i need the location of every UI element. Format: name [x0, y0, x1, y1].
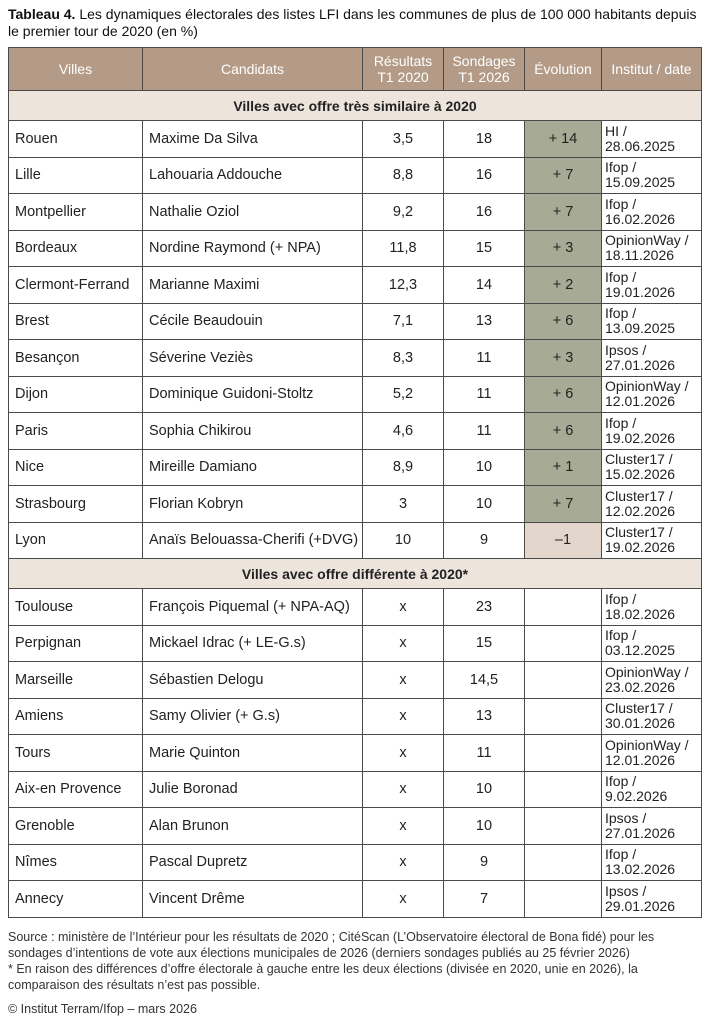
candidate-cell: Maxime Da Silva [143, 121, 363, 158]
institute-date-cell [602, 522, 702, 559]
table-header-row [9, 48, 702, 91]
table-footnotes [8, 929, 704, 993]
evolution-cell: + 7 [525, 486, 602, 523]
table-body [9, 91, 702, 918]
poll-2026-cell: 10 [444, 771, 525, 808]
institute-date-cell [602, 376, 702, 413]
institute-name: OpinionWay / [605, 378, 689, 395]
city-cell: Dijon [9, 376, 143, 413]
result-2020-cell: 7,1 [363, 303, 444, 340]
candidate-cell: Marie Quinton [143, 735, 363, 772]
table-row [9, 194, 702, 231]
poll-date: 19.02.2026 [605, 539, 676, 556]
table-row [9, 881, 702, 918]
candidate-cell: Lahouaria Addouche [143, 157, 363, 194]
institute-date-cell [602, 157, 702, 194]
institute-date-cell [602, 735, 702, 772]
result-2020-cell: x [363, 771, 444, 808]
table-title-label: Tableau 4. [8, 6, 76, 22]
poll-date: 29.01.2026 [605, 897, 676, 914]
evolution-cell: –1 [525, 522, 602, 559]
poll-date: 30.01.2026 [605, 715, 676, 732]
institute-date-cell [602, 662, 702, 699]
poll-date: 03.12.2025 [605, 642, 676, 659]
poll-2026-cell: 16 [444, 194, 525, 231]
results-table [8, 47, 702, 918]
poll-2026-cell: 13 [444, 303, 525, 340]
city-cell: Marseille [9, 662, 143, 699]
candidate-cell: Nordine Raymond (+ NPA) [143, 230, 363, 267]
candidate-cell: Pascal Dupretz [143, 844, 363, 881]
institute-name: Ifop / [605, 305, 637, 322]
table-title [8, 6, 702, 40]
city-cell: Amiens [9, 698, 143, 735]
evolution-cell: + 6 [525, 413, 602, 450]
table-row [9, 303, 702, 340]
institute-date-cell [602, 698, 702, 735]
city-cell: Tours [9, 735, 143, 772]
evolution-cell [525, 589, 602, 626]
candidate-cell: Mireille Damiano [143, 449, 363, 486]
result-2020-cell: x [363, 589, 444, 626]
city-cell: Bordeaux [9, 230, 143, 267]
evolution-cell [525, 771, 602, 808]
table-row [9, 449, 702, 486]
poll-2026-cell: 18 [444, 121, 525, 158]
poll-2026-cell: 11 [444, 413, 525, 450]
table-title-text: Les dynamiques électorales des listes LFI dans les communes de plus de 100 000 habitants depuis le premier tour de 2020 (en %) [8, 6, 697, 39]
institute-date-cell [602, 303, 702, 340]
table-row [9, 522, 702, 559]
evolution-cell [525, 662, 602, 699]
poll-date: 28.06.2025 [605, 137, 676, 154]
table-row [9, 340, 702, 377]
result-2020-cell: x [363, 881, 444, 918]
section-header-row [9, 91, 702, 121]
poll-2026-cell: 10 [444, 449, 525, 486]
table-row [9, 413, 702, 450]
candidate-cell: François Piquemal (+ NPA-AQ) [143, 589, 363, 626]
institute-name: Ifop / [605, 414, 637, 431]
result-2020-cell: 12,3 [363, 267, 444, 304]
table-row [9, 230, 702, 267]
city-cell: Nice [9, 449, 143, 486]
poll-date: 27.01.2026 [605, 356, 676, 373]
poll-date: 15.02.2026 [605, 466, 676, 483]
poll-date: 23.02.2026 [605, 678, 676, 695]
header-sondages [444, 48, 525, 91]
table-row [9, 844, 702, 881]
table-row [9, 735, 702, 772]
city-cell: Clermont-Ferrand [9, 267, 143, 304]
candidate-cell: Sophia Chikirou [143, 413, 363, 450]
table-row [9, 698, 702, 735]
institute-name: Cluster17 / [605, 487, 673, 504]
evolution-cell: + 6 [525, 376, 602, 413]
table-row [9, 625, 702, 662]
result-2020-cell: 5,2 [363, 376, 444, 413]
institute-date-cell [602, 808, 702, 845]
table-row [9, 121, 702, 158]
result-2020-cell: 3,5 [363, 121, 444, 158]
poll-2026-cell: 11 [444, 340, 525, 377]
asterisk-note: * En raison des différences d’offre électorale à gauche entre les deux élections (divisée en 2020, unie en 2026), la comparaison des résultats n’est pas possible. [8, 962, 638, 992]
institute-name: Ifop / [605, 268, 637, 285]
result-2020-cell: 9,2 [363, 194, 444, 231]
city-cell: Brest [9, 303, 143, 340]
table-row [9, 267, 702, 304]
institute-date-cell [602, 771, 702, 808]
institute-date-cell [602, 881, 702, 918]
candidate-cell: Marianne Maximi [143, 267, 363, 304]
result-2020-cell: x [363, 844, 444, 881]
poll-date: 12.02.2026 [605, 502, 676, 519]
institute-date-cell [602, 486, 702, 523]
city-cell: Toulouse [9, 589, 143, 626]
city-cell: Strasbourg [9, 486, 143, 523]
table-row [9, 662, 702, 699]
evolution-cell: + 3 [525, 230, 602, 267]
institute-name: Cluster17 / [605, 524, 673, 541]
candidate-cell: Anaïs Belouassa-Cherifi (+DVG) [143, 522, 363, 559]
institute-name: HI / [605, 122, 627, 139]
table-row [9, 808, 702, 845]
poll-2026-cell: 10 [444, 808, 525, 845]
header-resultats-line2: T1 2020 [377, 69, 429, 85]
candidate-cell: Dominique Guidoni-Stoltz [143, 376, 363, 413]
poll-2026-cell: 14 [444, 267, 525, 304]
poll-date: 18.11.2026 [605, 247, 675, 264]
poll-2026-cell: 14,5 [444, 662, 525, 699]
institute-date-cell [602, 267, 702, 304]
candidate-cell: Julie Boronad [143, 771, 363, 808]
evolution-cell [525, 808, 602, 845]
poll-2026-cell: 9 [444, 844, 525, 881]
poll-2026-cell: 23 [444, 589, 525, 626]
evolution-cell: + 7 [525, 194, 602, 231]
header-candidats: Candidats [143, 48, 363, 91]
institute-name: OpinionWay / [605, 663, 689, 680]
header-resultats [363, 48, 444, 91]
poll-date: 13.02.2026 [605, 861, 676, 878]
city-cell: Besançon [9, 340, 143, 377]
header-institut: Institut / date [602, 48, 702, 91]
institute-date-cell [602, 625, 702, 662]
institute-date-cell [602, 340, 702, 377]
result-2020-cell: 8,9 [363, 449, 444, 486]
poll-date: 18.02.2026 [605, 605, 676, 622]
header-resultats-line1: Résultats [373, 53, 433, 69]
poll-date: 16.02.2026 [605, 210, 676, 227]
poll-2026-cell: 7 [444, 881, 525, 918]
source-note: Source : ministère de l’Intérieur pour les résultats de 2020 ; CitéScan (L’Observatoire électoral de Bona fidé) pour les sondages d’intentions de vote aux élections municipales de 2026 (derniers sondages publiés au 25 février 2026) [8, 930, 655, 960]
city-cell: Annecy [9, 881, 143, 918]
evolution-cell: + 7 [525, 157, 602, 194]
city-cell: Perpignan [9, 625, 143, 662]
poll-2026-cell: 10 [444, 486, 525, 523]
institute-name: Ifop / [605, 159, 637, 176]
result-2020-cell: 10 [363, 522, 444, 559]
city-cell: Aix-en Provence [9, 771, 143, 808]
candidate-cell: Séverine Veziès [143, 340, 363, 377]
institute-date-cell [602, 844, 702, 881]
candidate-cell: Sébastien Delogu [143, 662, 363, 699]
institute-name: Ifop / [605, 773, 637, 790]
result-2020-cell: x [363, 662, 444, 699]
evolution-cell [525, 735, 602, 772]
section-header-row [9, 559, 702, 589]
poll-2026-cell: 13 [444, 698, 525, 735]
section-title-similar: Villes avec offre très similaire à 2020 [9, 91, 702, 121]
poll-date: 27.01.2026 [605, 824, 676, 841]
candidate-cell: Alan Brunon [143, 808, 363, 845]
candidate-cell: Samy Olivier (+ G.s) [143, 698, 363, 735]
poll-2026-cell: 15 [444, 230, 525, 267]
evolution-cell [525, 625, 602, 662]
header-sondages-line1: Sondages [452, 53, 516, 69]
institute-name: OpinionWay / [605, 736, 689, 753]
institute-name: Ifop / [605, 627, 637, 644]
poll-date: 12.01.2026 [605, 393, 676, 410]
table-row [9, 157, 702, 194]
poll-2026-cell: 11 [444, 376, 525, 413]
city-cell: Lyon [9, 522, 143, 559]
institute-name: Ifop / [605, 195, 637, 212]
poll-2026-cell: 11 [444, 735, 525, 772]
institute-name: Ipsos / [605, 809, 647, 826]
institute-name: Ipsos / [605, 341, 647, 358]
table-row [9, 589, 702, 626]
institute-date-cell [602, 194, 702, 231]
poll-date: 12.01.2026 [605, 751, 676, 768]
poll-date: 19.02.2026 [605, 429, 676, 446]
result-2020-cell: 3 [363, 486, 444, 523]
evolution-cell: + 6 [525, 303, 602, 340]
header-villes: Villes [9, 48, 143, 91]
result-2020-cell: 8,3 [363, 340, 444, 377]
institute-date-cell [602, 121, 702, 158]
poll-2026-cell: 9 [444, 522, 525, 559]
table-row [9, 376, 702, 413]
section-title-different: Villes avec offre différente à 2020* [9, 559, 702, 589]
evolution-cell: + 2 [525, 267, 602, 304]
city-cell: Grenoble [9, 808, 143, 845]
institute-date-cell [602, 449, 702, 486]
institute-name: Ifop / [605, 590, 637, 607]
table-row [9, 771, 702, 808]
result-2020-cell: x [363, 735, 444, 772]
institute-name: Cluster17 / [605, 451, 673, 468]
institute-name: Cluster17 / [605, 700, 673, 717]
header-evolution: Évolution [525, 48, 602, 91]
header-sondages-line2: T1 2026 [458, 69, 510, 85]
poll-date: 9.02.2026 [605, 788, 668, 805]
city-cell: Montpellier [9, 194, 143, 231]
copyright: © Institut Terram/Ifop – mars 2026 [8, 1002, 197, 1016]
city-cell: Nîmes [9, 844, 143, 881]
institute-name: Ifop / [605, 846, 637, 863]
poll-2026-cell: 15 [444, 625, 525, 662]
result-2020-cell: x [363, 808, 444, 845]
result-2020-cell: 8,8 [363, 157, 444, 194]
result-2020-cell: 11,8 [363, 230, 444, 267]
city-cell: Lille [9, 157, 143, 194]
poll-date: 19.01.2026 [605, 283, 676, 300]
evolution-cell [525, 844, 602, 881]
evolution-cell [525, 881, 602, 918]
city-cell: Paris [9, 413, 143, 450]
poll-date: 15.09.2025 [605, 174, 676, 191]
result-2020-cell: x [363, 625, 444, 662]
candidate-cell: Florian Kobryn [143, 486, 363, 523]
table-row [9, 486, 702, 523]
evolution-cell [525, 698, 602, 735]
evolution-cell: + 3 [525, 340, 602, 377]
poll-2026-cell: 16 [444, 157, 525, 194]
result-2020-cell: x [363, 698, 444, 735]
evolution-cell: + 14 [525, 121, 602, 158]
institute-date-cell [602, 230, 702, 267]
poll-date: 13.09.2025 [605, 320, 676, 337]
result-2020-cell: 4,6 [363, 413, 444, 450]
institute-name: Ipsos / [605, 882, 647, 899]
candidate-cell: Cécile Beaudouin [143, 303, 363, 340]
candidate-cell: Vincent Drême [143, 881, 363, 918]
institute-date-cell [602, 413, 702, 450]
institute-name: OpinionWay / [605, 232, 689, 249]
candidate-cell: Mickael Idrac (+ LE-G.s) [143, 625, 363, 662]
candidate-cell: Nathalie Oziol [143, 194, 363, 231]
evolution-cell: + 1 [525, 449, 602, 486]
city-cell: Rouen [9, 121, 143, 158]
institute-date-cell [602, 589, 702, 626]
